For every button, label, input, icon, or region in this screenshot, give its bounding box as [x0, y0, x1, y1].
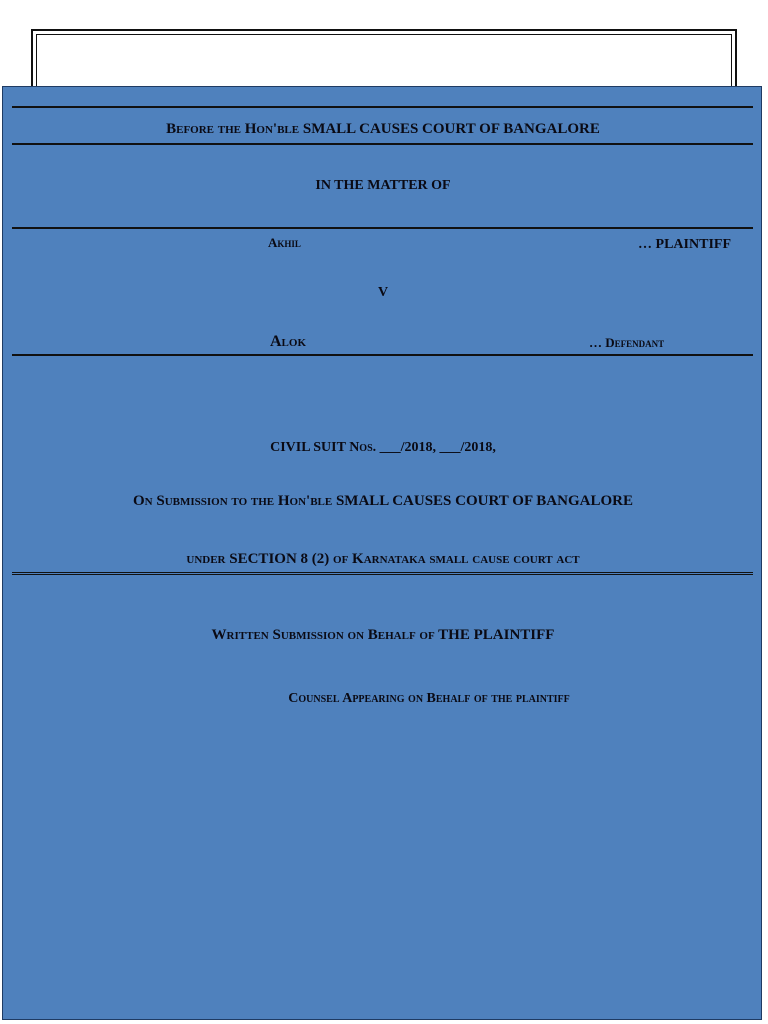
rule-below-parties — [12, 354, 753, 356]
defendant-name: Alok — [270, 333, 307, 350]
plaintiff-role: … PLAINTIFF — [638, 237, 731, 252]
rule-above-parties — [12, 227, 753, 229]
counsel-line: Counsel Appearing on Behalf of the plaintiff — [288, 691, 570, 706]
cover-page — [2, 86, 762, 1020]
rule-top — [12, 106, 753, 108]
written-submission-title: Written Submission on Behalf of THE PLAINTIFF — [211, 627, 555, 643]
plaintiff-name: Akhil — [268, 235, 301, 250]
suit-numbers: CIVIL SUIT Nos. ___/2018, ___/2018, — [270, 440, 496, 455]
submission-court-line: On Submission to the Hon'ble SMALL CAUSES COURT OF BANGALORE — [133, 493, 633, 509]
court-title: Before the Hon'ble SMALL CAUSES COURT OF BANGALORE — [166, 121, 600, 137]
rule-under-court — [12, 143, 753, 145]
defendant-role: … Defendant — [589, 335, 665, 350]
header-frame-box — [31, 29, 737, 91]
rule-double — [12, 572, 753, 575]
section-line: under SECTION 8 (2) of Karnataka small cause court act — [186, 551, 580, 567]
matter-heading: IN THE MATTER OF — [315, 178, 451, 193]
versus-label: V — [377, 285, 389, 300]
